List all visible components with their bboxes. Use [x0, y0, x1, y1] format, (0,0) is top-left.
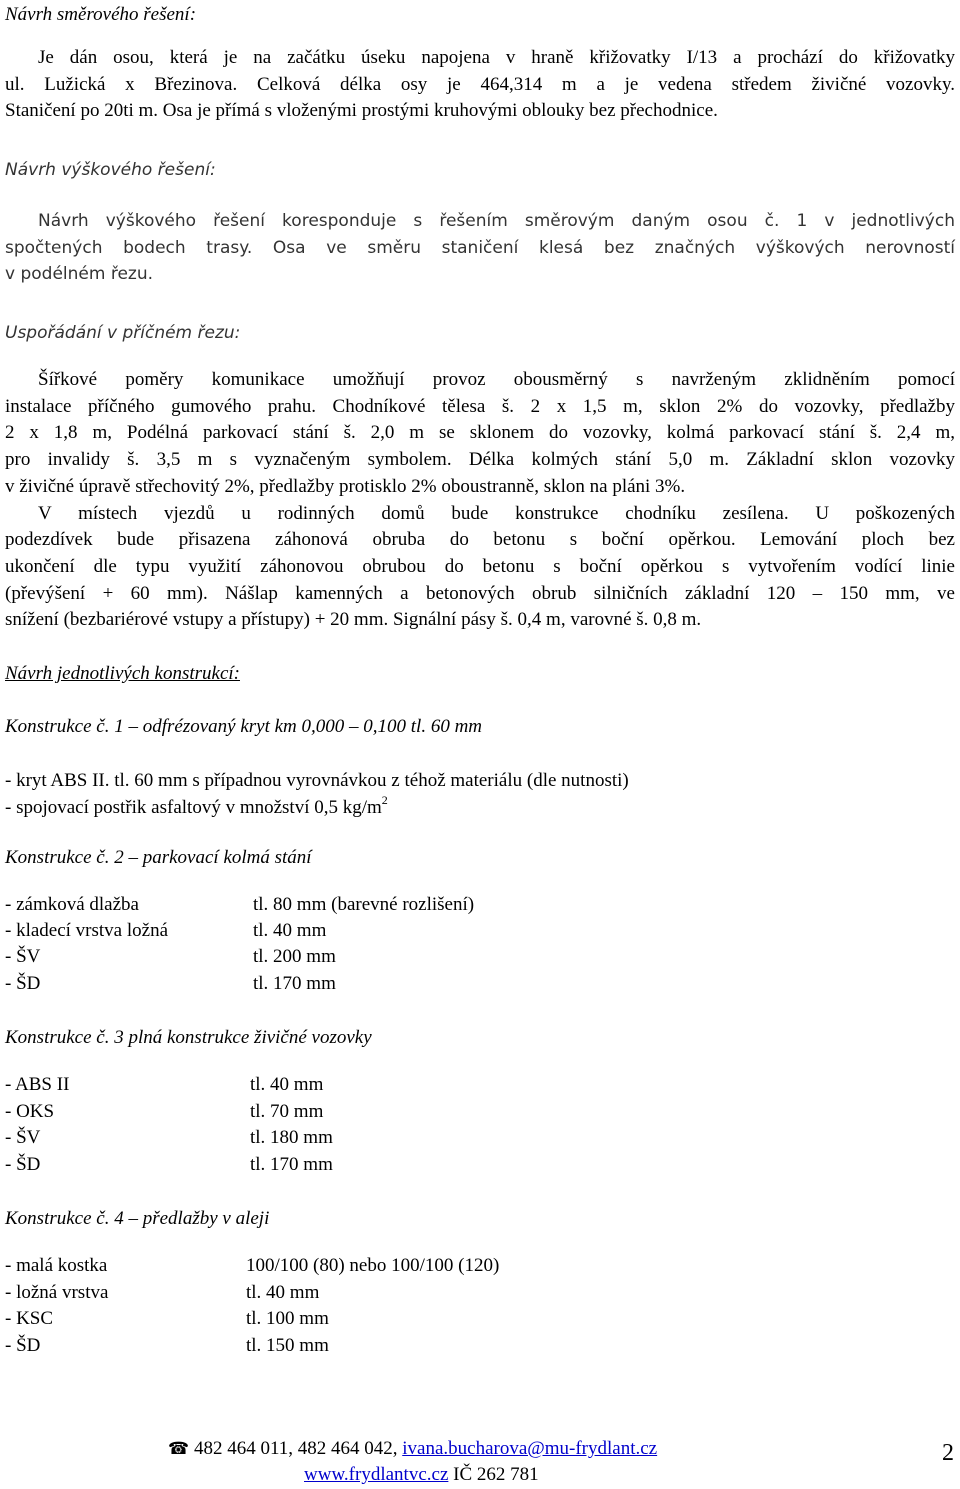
konstrukce-1-line: - spojovací postřik asfaltový v množství 0,5 $kg/m^2$	[5, 792, 388, 818]
konstrukce-4-row: - KSC tl. 100 mm	[5, 1308, 329, 1329]
text-line: Návrh výškového řešení koresponduje s řešením směrovým daným osou č. 1 v jednotlivých	[38, 211, 955, 231]
page-number: 2	[942, 1440, 954, 1466]
text-line: ul. Lužická x Březinova. Celková délka osy je 464,314 m a je vedena středem živičné vozovky.	[5, 73, 955, 95]
text-line: Staničení po 20ti m. Osa je přímá s vloženými prostými kruhovými oblouky bez přechodnice.	[5, 100, 718, 122]
text-line: Šířkové poměry komunikace umožňují provoz obousměrný s navrženým zklidněním pomocí	[38, 369, 955, 390]
paragraph-usporadani	[5, 367, 955, 634]
text-line: v podélném řezu.	[5, 264, 154, 285]
text-line: pro invalidy š. 3,5 m s vyznačeným symbolem. Délka kolmých stání 5,0 m. Základní sklon vozovky	[5, 449, 955, 471]
konstrukce-2-title: Konstrukce č. 2 – parkovací kolmá stání	[5, 847, 312, 868]
heading-vyskove-reseni: Návrh výškového řešení:	[5, 160, 216, 180]
heading-konstrukce: Návrh jednotlivých konstrukcí:	[5, 663, 240, 684]
paragraph-vyskove-reseni	[5, 208, 955, 288]
email-link[interactable]: ivana.bucharova@mu-frydlant.cz	[402, 1438, 658, 1459]
text-line: (převýšení + 60 mm). Nášlap kamenných a betonových obrub silničních základní 120 – 150 mm, ve	[5, 582, 955, 604]
phone-icon: ☎	[168, 1439, 190, 1459]
text-line: Je dán osou, která je na začátku úseku napojena v hraně křižovatky I/13 a prochází do křižovatky	[38, 47, 955, 68]
konstrukce-3-row: - OKS tl. 70 mm	[5, 1101, 324, 1122]
text-line: ukončení dle typu využití záhonovou obrubou do betonu s boční opěrkou s vytvořením vodící linie	[5, 555, 955, 577]
konstrukce-2-row: - kladecí vrstva ložná tl. 40 mm	[5, 920, 327, 941]
superscript: 2	[381, 792, 388, 807]
text-line: V místech vjezdů u rodinných domů bude konstrukce chodníku zesílena. U poškozených	[38, 502, 955, 524]
konstrukce-4-row: - ŠD tl. 150 mm	[5, 1335, 329, 1356]
konstrukce-1-title: Konstrukce č. 1 – odfrézovaný kryt km 0,000 – 0,100 tl. 60 mm	[5, 716, 483, 737]
konstrukce-2-row: - zámková dlažba tl. 80 mm (barevné rozlišení)	[5, 894, 475, 915]
konstrukce-1-line: - kryt ABS II. tl. 60 mm s případnou vyrovnávkou z téhož materiálu (dle nutnosti)	[5, 770, 629, 791]
footer-web-line: www.frydlantvc.cz IČ 262 781	[304, 1464, 539, 1485]
konstrukce-3-title: Konstrukce č. 3 plná konstrukce živičné vozovky	[5, 1027, 372, 1048]
paragraph-smerove-reseni	[5, 45, 955, 125]
konstrukce-3-row: - ŠV tl. 180 mm	[5, 1127, 333, 1148]
text-line: snížení (bezbariérové vstupy a přístupy) + 20 mm. Signální pásy š. 0,4 m, varovné š. 0,8 m.	[5, 609, 702, 631]
footer-contact-line: ☎ 482 464 011, 482 464 042, ivana.bucharova@mu-frydlant.cz	[168, 1438, 658, 1459]
text-line: podezdívek bude přisazena záhonová obruba do betonu s boční opěrkou. Lemování ploch bez	[5, 529, 955, 551]
text-line: 2 x 1,8 m, Podélná parkovací stání š. 2,0 m se sklonem do vozovky, kolmá parkovací stání š. 2,4 m,	[5, 422, 955, 444]
konstrukce-2-row: - ŠD tl. 170 mm	[5, 973, 336, 994]
text-line: spočtených bodech trasy. Osa ve směru staničení klesá bez značných výškových nerovností	[5, 237, 955, 258]
text-line: v živičné úpravě střechovitý 2%, předlažby protisklo 2% oboustranně, sklon na pláni 3%.	[5, 475, 686, 497]
heading-smerove-reseni: Návrh směrového řešení:	[5, 4, 197, 25]
konstrukce-2-row: - ŠV tl. 200 mm	[5, 946, 336, 967]
konstrukce-4-title: Konstrukce č. 4 – předlažby v aleji	[5, 1208, 270, 1229]
web-link[interactable]: www.frydlantvc.cz	[304, 1464, 449, 1485]
heading-usporadani: Uspořádání v příčném řezu:	[5, 323, 241, 343]
text-line: instalace příčného gumového prahu. Chodníkové tělesa š. 2 x 1,5 m, sklon 2% do vozovky, předlažby	[5, 395, 955, 417]
konstrukce-4-row: - ložná vrstva tl. 40 mm	[5, 1282, 320, 1303]
konstrukce-3-row: - ABS II tl. 40 mm	[5, 1074, 324, 1095]
konstrukce-3-row: - ŠD tl. 170 mm	[5, 1154, 333, 1175]
konstrukce-4-row: - malá kostka 100/100 (80) nebo 100/100 (120)	[5, 1255, 500, 1276]
